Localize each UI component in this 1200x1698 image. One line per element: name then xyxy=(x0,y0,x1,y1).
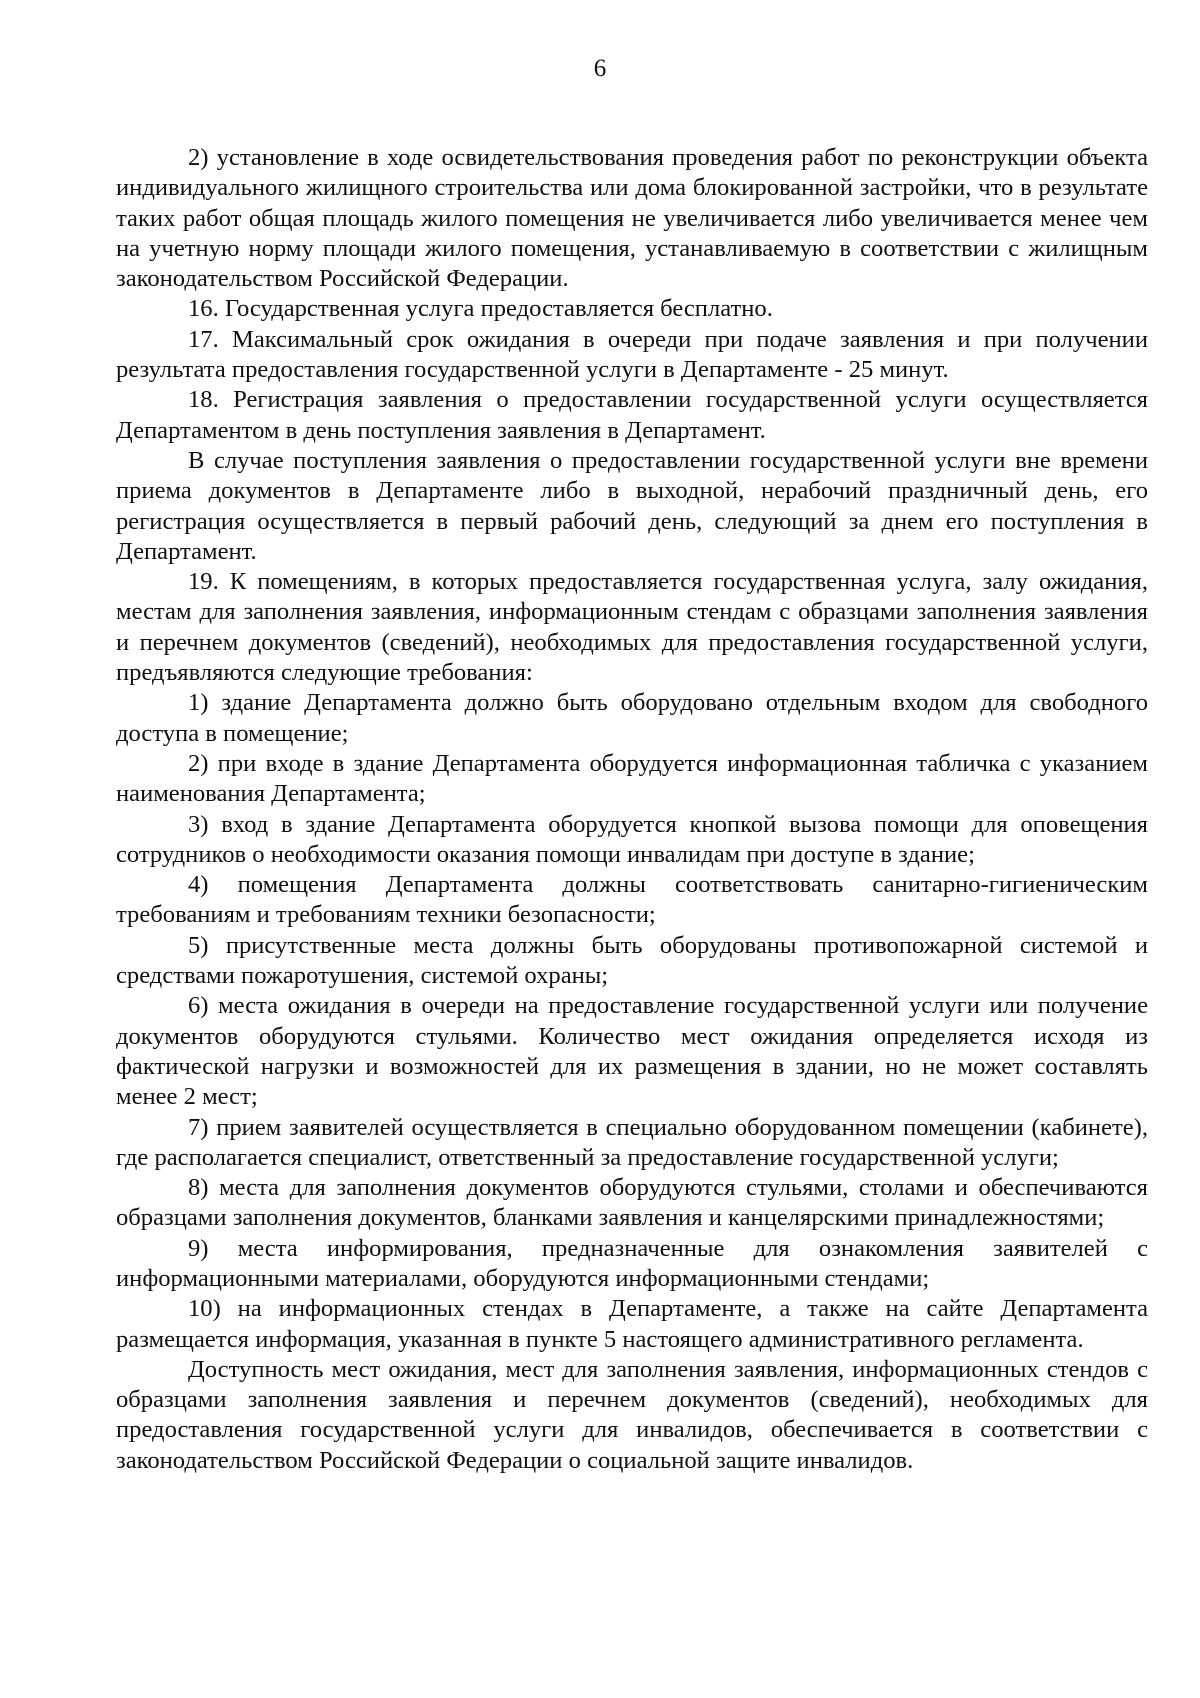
requirement-6-waiting-places: 6) места ожидания в очереди на предоставление государственной услуги или получение документов оборудуются стульями. Количество мест ожидания определяется исходя из фактической нагрузки и возможностей для их размещения в здании, но не может составлять менее 2 мест; xyxy=(116,992,1148,1111)
paragraph-item-2-reconstruction: 2) установление в ходе освидетельствования проведения работ по реконструкции объекта индивидуального жилищного строительства или дома блокированной застройки, что в результате таких работ общая площадь жилого помещения не увеличивается либо увеличивается менее чем на учетную норму площади жилого помещения, устанавливаемую в соответствии с жилищным законодательством Российской Федерации. xyxy=(116,144,1148,293)
requirement-9-information-places: 9) места информирования, предназначенные для ознакомления заявителей с информационными материалами, оборудуются информационными стендами; xyxy=(116,1234,1148,1292)
requirement-5-fire-safety: 5) присутственные места должны быть оборудованы противопожарной системой и средствами пожаротушения, системой охраны; xyxy=(116,931,1148,990)
paragraph-19-premises-requirements: 19. К помещениям, в которых предоставляется государственная услуга, залу ожидания, местам для заполнения заявления, информационным стендам с образцами заполнения заявления и перечнем документов (сведений), необходимых для предоставления государственной услуги, предъявляются следующие требования: xyxy=(116,568,1148,687)
paragraph-17-waiting-time: 17. Максимальный срок ожидания в очереди при подаче заявления и при получении результата предоставления государственной услуги в Департаменте - 25 минут. xyxy=(116,325,1148,384)
requirement-8-filling-places: 8) места для заполнения документов оборудуются стульями, столами и обеспечиваются образцами заполнения документов, бланками заявления и канцелярскими принадлежностями; xyxy=(116,1174,1148,1232)
requirement-2-sign: 2) при входе в здание Департамента оборудуется информационная табличка с указанием наименования Департамента; xyxy=(116,749,1148,808)
paragraph-accessibility: Доступность мест ожидания, мест для заполнения заявления, информационных стендов с образцами заполнения заявления и перечнем документов (сведений), необходимых для предоставления государственной услуги для инвалидов, обеспечивается в соответствии с законодательством Российской Федерации о социальной защите инвалидов. xyxy=(116,1355,1148,1474)
page-number: 6 xyxy=(593,55,607,82)
document-body xyxy=(116,143,1148,1476)
requirement-3-call-button: 3) вход в здание Департамента оборудуется кнопкой вызова помощи для оповещения сотрудников о необходимости оказания помощи инвалидам при доступе в здание; xyxy=(116,810,1148,868)
paragraph-registration-off-hours: В случае поступления заявления о предоставлении государственной услуги вне времени приема документов в Департаменте либо в выходной, нерабочий праздничный день, его регистрация осуществляется в первый рабочий день, следующий за днем его поступления в Департамент. xyxy=(116,446,1148,565)
requirement-10-information-stands: 10) на информационных стендах в Департаменте, а также на сайте Департамента размещается информация, указанная в пункте 5 настоящего административного регламента. xyxy=(116,1295,1148,1353)
requirement-4-sanitary: 4) помещения Департамента должны соответствовать санитарно-гигиеническим требованиям и требованиям техники безопасности; xyxy=(116,871,1148,929)
requirement-1-entrance: 1) здание Департамента должно быть оборудовано отдельным входом для свободного доступа в помещение; xyxy=(116,689,1148,747)
paragraph-18-registration: 18. Регистрация заявления о предоставлении государственной услуги осуществляется Департаментом в день поступления заявления в Департамент. xyxy=(116,386,1148,444)
paragraph-16-free-service: 16. Государственная услуга предоставляется бесплатно. xyxy=(188,295,773,323)
requirement-7-reception: 7) прием заявителей осуществляется в специально оборудованном помещении (кабинете), где располагается специалист, ответственный за предоставление государственной услуги; xyxy=(116,1113,1148,1171)
